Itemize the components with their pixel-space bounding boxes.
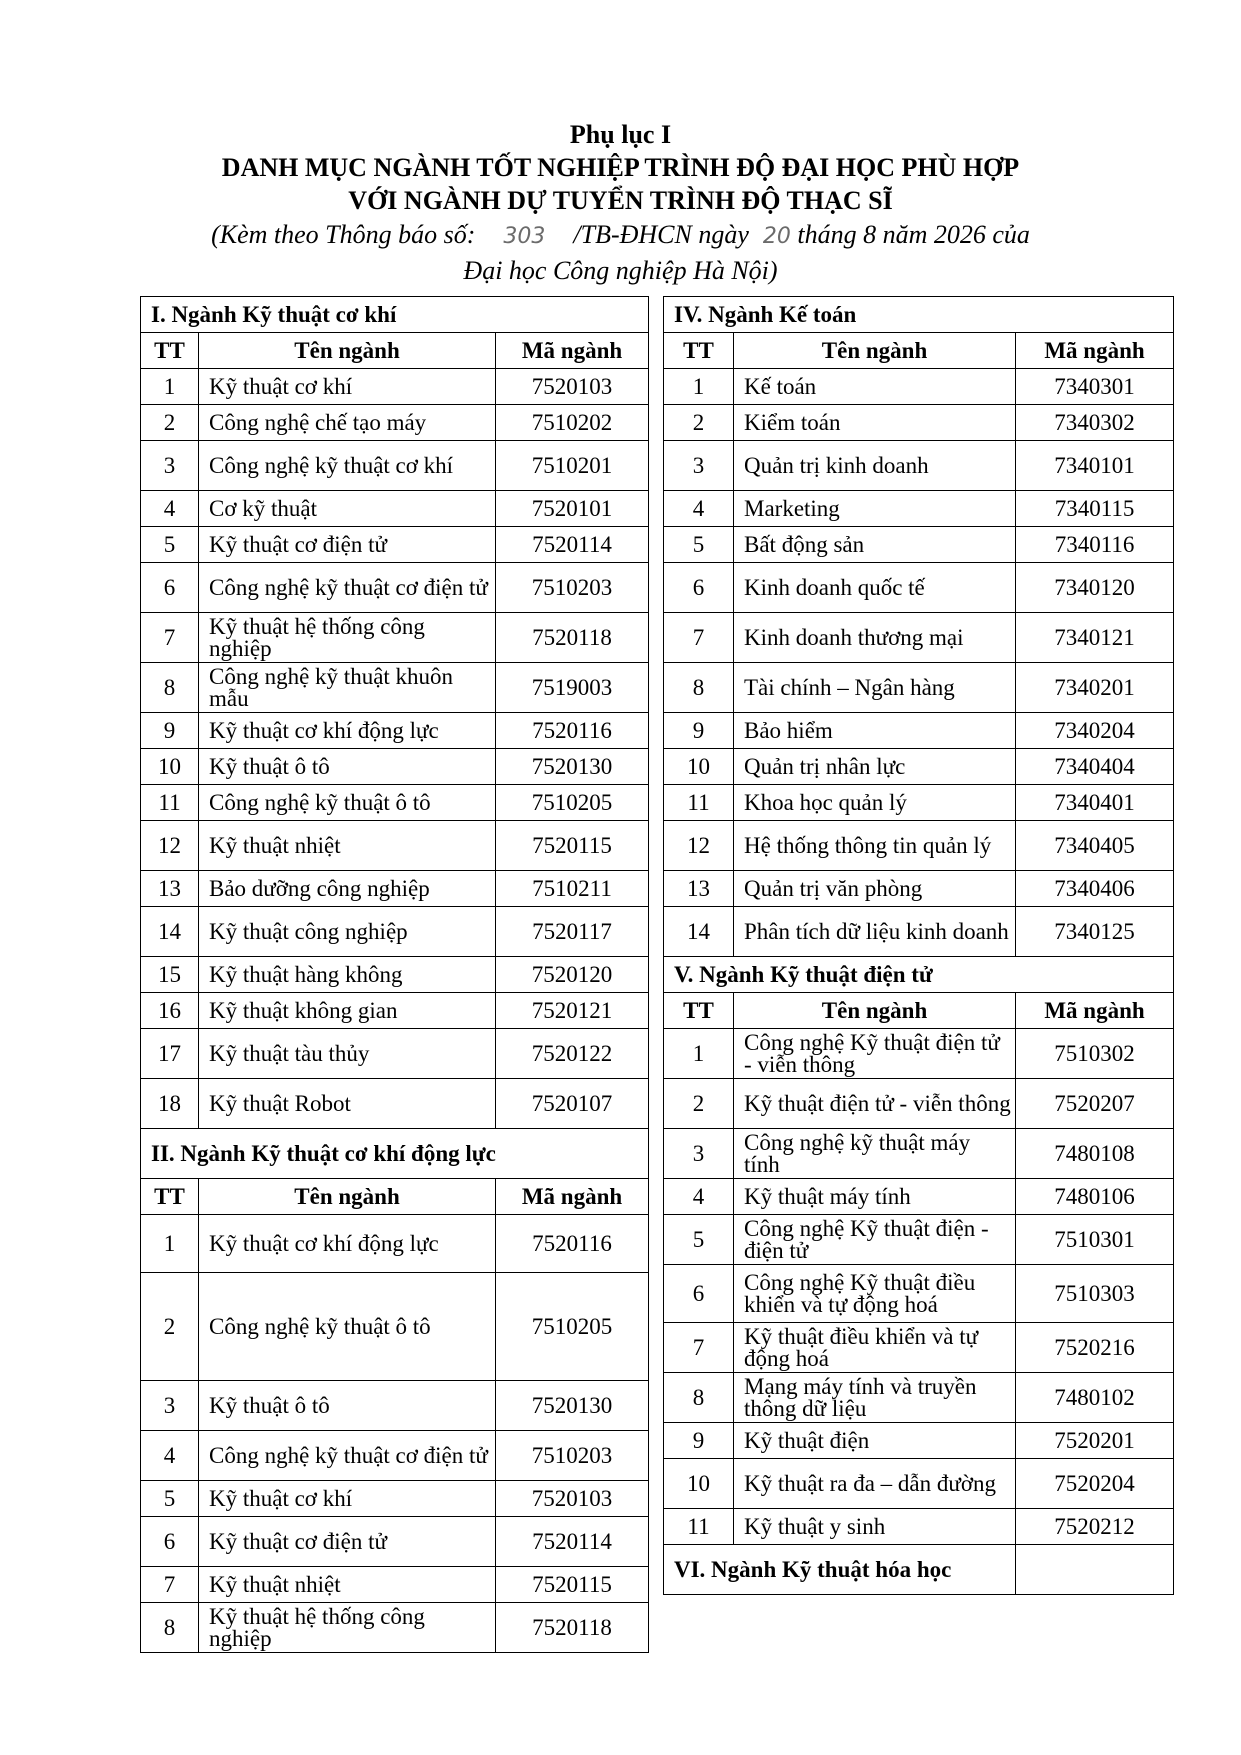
table-row (141, 993, 649, 1029)
major-name: Kỹ thuật điều khiển và tự động hoá (734, 1323, 1016, 1373)
major-name: Bảo hiểm (734, 713, 1016, 749)
row-number: 1 (141, 369, 199, 405)
column-header-tt: TT (664, 333, 734, 369)
major-name: Kỹ thuật cơ khí động lực (199, 1215, 496, 1273)
major-name: Kinh doanh quốc tế (734, 563, 1016, 613)
major-name: Kỹ thuật nhiệt (199, 821, 496, 871)
major-code: 7520207 (1016, 1079, 1174, 1129)
row-number: 12 (664, 821, 734, 871)
row-number: 8 (664, 1373, 734, 1423)
major-name: Bảo dưỡng công nghiệp (199, 871, 496, 907)
row-number: 1 (141, 1215, 199, 1273)
table-row (664, 1215, 1174, 1265)
major-name: Kỹ thuật cơ điện tử (199, 1517, 496, 1567)
section-title-row (664, 1545, 1174, 1595)
table-row (664, 1179, 1174, 1215)
table-row (141, 1603, 649, 1653)
document-header (0, 118, 1241, 287)
row-number: 5 (664, 1215, 734, 1265)
table-row (664, 1323, 1174, 1373)
table-row (664, 821, 1174, 871)
row-number: 13 (664, 871, 734, 907)
major-code: 7480106 (1016, 1179, 1174, 1215)
major-name: Kỹ thuật máy tính (734, 1179, 1016, 1215)
major-code: 7340405 (1016, 821, 1174, 871)
major-name: Kiểm toán (734, 405, 1016, 441)
major-name: Kỹ thuật y sinh (734, 1509, 1016, 1545)
table-row (141, 907, 649, 957)
major-code: 7340201 (1016, 663, 1174, 713)
major-code: 7510202 (496, 405, 649, 441)
major-code: 7340204 (1016, 713, 1174, 749)
section-title-row (664, 957, 1174, 993)
row-number: 1 (664, 1029, 734, 1079)
major-name: Kỹ thuật hệ thống công nghiệp (199, 613, 496, 663)
major-name: Kỹ thuật điện tử - viễn thông (734, 1079, 1016, 1129)
row-number: 10 (664, 749, 734, 785)
major-code: 7520130 (496, 749, 649, 785)
row-number: 3 (141, 441, 199, 491)
row-number: 11 (664, 1509, 734, 1545)
table-row (664, 871, 1174, 907)
major-code: 7520115 (496, 1567, 649, 1603)
section-title-row (664, 297, 1174, 333)
table-row (664, 491, 1174, 527)
table-row (664, 785, 1174, 821)
major-code: 7520120 (496, 957, 649, 993)
major-code: 7520122 (496, 1029, 649, 1079)
left-majors-table (140, 296, 649, 1653)
row-number: 4 (141, 491, 199, 527)
section-title: I. Ngành Kỹ thuật cơ khí (141, 297, 649, 333)
row-number: 6 (664, 1265, 734, 1323)
major-code: 7510205 (496, 785, 649, 821)
table-row (141, 713, 649, 749)
major-name: Kỹ thuật hệ thống công nghiệp (199, 1603, 496, 1653)
table-row (141, 1029, 649, 1079)
table-row (141, 1079, 649, 1129)
table-row (141, 1273, 649, 1381)
row-number: 17 (141, 1029, 199, 1079)
major-code: 7340120 (1016, 563, 1174, 613)
table-row (141, 957, 649, 993)
major-code: 7520117 (496, 907, 649, 957)
major-name: Công nghệ Kỹ thuật điện tử - viễn thông (734, 1029, 1016, 1079)
row-number: 5 (141, 527, 199, 563)
major-name: Kỹ thuật cơ khí (199, 369, 496, 405)
major-code: 7510205 (496, 1273, 649, 1381)
major-name: Tài chính – Ngân hàng (734, 663, 1016, 713)
notice-issuer: Đại học Công nghiệp Hà Nội) (463, 256, 778, 285)
table-row (664, 405, 1174, 441)
table-row (141, 491, 649, 527)
table-row (664, 1265, 1174, 1323)
column-header-tt: TT (141, 333, 199, 369)
major-code: 7480102 (1016, 1373, 1174, 1423)
table-row (664, 1423, 1174, 1459)
column-header-row (141, 1179, 649, 1215)
row-number: 7 (664, 613, 734, 663)
major-code: 7520114 (496, 527, 649, 563)
major-code: 7520116 (496, 1215, 649, 1273)
row-number: 2 (141, 405, 199, 441)
table-row (664, 1373, 1174, 1423)
major-name: Kỹ thuật cơ khí động lực (199, 713, 496, 749)
column-header-name: Tên ngành (734, 333, 1016, 369)
major-name: Mạng máy tính và truyền thông dữ liệu (734, 1373, 1016, 1423)
major-name: Kỹ thuật nhiệt (199, 1567, 496, 1603)
row-number: 12 (141, 821, 199, 871)
column-header-row (664, 333, 1174, 369)
section-title: VI. Ngành Kỹ thuật hóa học (664, 1545, 1016, 1595)
table-row (664, 1079, 1174, 1129)
major-code: 7510301 (1016, 1215, 1174, 1265)
notice-ref-part-1: (Kèm theo Thông báo số: (211, 220, 476, 249)
table-row (141, 1481, 649, 1517)
major-name: Kỹ thuật ô tô (199, 749, 496, 785)
major-code: 7340115 (1016, 491, 1174, 527)
major-code: 7510303 (1016, 1265, 1174, 1323)
table-row (141, 1431, 649, 1481)
major-name: Kỹ thuật cơ khí (199, 1481, 496, 1517)
table-row (664, 441, 1174, 491)
major-name: Công nghệ kỹ thuật khuôn mẫu (199, 663, 496, 713)
major-code: 7520101 (496, 491, 649, 527)
column-header-name: Tên ngành (734, 993, 1016, 1029)
major-name: Cơ kỹ thuật (199, 491, 496, 527)
notice-ref-part-3: tháng 8 năm 2026 của (797, 220, 1030, 249)
table-row (141, 821, 649, 871)
major-code: 7520204 (1016, 1459, 1174, 1509)
section-title: V. Ngành Kỹ thuật điện tử (664, 957, 1174, 993)
row-number: 11 (664, 785, 734, 821)
row-number: 8 (664, 663, 734, 713)
table-row (141, 663, 649, 713)
row-number: 3 (664, 441, 734, 491)
table-row (664, 369, 1174, 405)
row-number: 10 (141, 749, 199, 785)
document-heading-line-1: DANH MỤC NGÀNH TỐT NGHIỆP TRÌNH ĐỘ ĐẠI HỌC PHÙ HỢP (221, 153, 1020, 182)
row-number: 10 (664, 1459, 734, 1509)
table-row (141, 441, 649, 491)
row-number: 4 (664, 491, 734, 527)
table-row (664, 527, 1174, 563)
section-title: IV. Ngành Kế toán (664, 297, 1174, 333)
table-row (141, 1517, 649, 1567)
row-number: 14 (141, 907, 199, 957)
major-name: Công nghệ chế tạo máy (199, 405, 496, 441)
major-code: 7340101 (1016, 441, 1174, 491)
row-number: 14 (664, 907, 734, 957)
column-header-code: Mã ngành (1016, 993, 1174, 1029)
row-number: 3 (664, 1129, 734, 1179)
table-row (141, 369, 649, 405)
row-number: 6 (664, 563, 734, 613)
row-number: 9 (141, 713, 199, 749)
major-name: Kỹ thuật ô tô (199, 1381, 496, 1431)
column-header-code: Mã ngành (1016, 333, 1174, 369)
table-row (664, 749, 1174, 785)
row-number: 5 (664, 527, 734, 563)
row-number: 4 (664, 1179, 734, 1215)
notice-ref-part-2: /TB-ĐHCN ngày (573, 220, 749, 249)
major-code: 7510203 (496, 563, 649, 613)
table-row (141, 1381, 649, 1431)
table-row (141, 871, 649, 907)
table-row (664, 563, 1174, 613)
major-name: Bất động sản (734, 527, 1016, 563)
row-number: 6 (141, 1517, 199, 1567)
major-code: 7480108 (1016, 1129, 1174, 1179)
table-row (664, 613, 1174, 663)
table-row (141, 785, 649, 821)
major-code: 7520130 (496, 1381, 649, 1431)
right-majors-table (663, 296, 1174, 1595)
major-code: 7340406 (1016, 871, 1174, 907)
major-code: 7520121 (496, 993, 649, 1029)
major-name: Kỹ thuật điện (734, 1423, 1016, 1459)
table-row (664, 1129, 1174, 1179)
column-header-row (664, 993, 1174, 1029)
table-row (664, 713, 1174, 749)
major-name: Kỹ thuật cơ điện tử (199, 527, 496, 563)
table-row (664, 907, 1174, 957)
table-row (664, 1459, 1174, 1509)
major-code: 7340125 (1016, 907, 1174, 957)
major-code: 7510203 (496, 1431, 649, 1481)
major-name: Công nghệ kỹ thuật ô tô (199, 1273, 496, 1381)
major-name: Kỹ thuật Robot (199, 1079, 496, 1129)
row-number: 11 (141, 785, 199, 821)
major-name: Công nghệ kỹ thuật cơ khí (199, 441, 496, 491)
table-row (664, 663, 1174, 713)
row-number: 13 (141, 871, 199, 907)
major-code: 7520115 (496, 821, 649, 871)
section-title-row (141, 297, 649, 333)
major-code: 7340302 (1016, 405, 1174, 441)
table-row (141, 405, 649, 441)
major-code: 7519003 (496, 663, 649, 713)
major-name: Kỹ thuật công nghiệp (199, 907, 496, 957)
major-name: Marketing (734, 491, 1016, 527)
table-row (141, 527, 649, 563)
section-title-row (141, 1129, 649, 1179)
major-name: Kỹ thuật không gian (199, 993, 496, 1029)
notice-day: 20 (762, 224, 791, 249)
row-number: 16 (141, 993, 199, 1029)
major-code: 7520216 (1016, 1323, 1174, 1373)
table-row (141, 613, 649, 663)
column-header-code: Mã ngành (496, 333, 649, 369)
row-number: 7 (664, 1323, 734, 1373)
major-name: Công nghệ Kỹ thuật điều khiển và tự động hoá (734, 1265, 1016, 1323)
major-name: Công nghệ kỹ thuật máy tính (734, 1129, 1016, 1179)
major-name: Công nghệ Kỹ thuật điện - điện tử (734, 1215, 1016, 1265)
table-row (664, 1509, 1174, 1545)
row-number: 8 (141, 1603, 199, 1653)
major-name: Kỹ thuật tàu thủy (199, 1029, 496, 1079)
major-code: 7520118 (496, 613, 649, 663)
major-name: Quản trị nhân lực (734, 749, 1016, 785)
row-number: 7 (141, 1567, 199, 1603)
major-code: 7510211 (496, 871, 649, 907)
row-number: 1 (664, 369, 734, 405)
row-number: 7 (141, 613, 199, 663)
major-code: 7520201 (1016, 1423, 1174, 1459)
row-number: 9 (664, 1423, 734, 1459)
major-name: Công nghệ kỹ thuật cơ điện tử (199, 563, 496, 613)
major-code: 7340404 (1016, 749, 1174, 785)
section-title: II. Ngành Kỹ thuật cơ khí động lực (141, 1129, 649, 1179)
major-name: Kế toán (734, 369, 1016, 405)
document-heading-line-2: VỚI NGÀNH DỰ TUYỂN TRÌNH ĐỘ THẠC SĨ (348, 186, 893, 215)
major-code: 7520103 (496, 1481, 649, 1517)
major-code: 7340401 (1016, 785, 1174, 821)
major-code: 7340121 (1016, 613, 1174, 663)
row-number: 8 (141, 663, 199, 713)
column-header-row (141, 333, 649, 369)
notice-reference (0, 218, 1241, 253)
row-number: 5 (141, 1481, 199, 1517)
table-row (141, 1567, 649, 1603)
row-number: 2 (664, 1079, 734, 1129)
notice-number: 303 (503, 224, 546, 249)
appendix-title: Phụ lục I (569, 120, 672, 149)
major-name: Hệ thống thông tin quản lý (734, 821, 1016, 871)
major-code: 7520118 (496, 1603, 649, 1653)
row-number: 18 (141, 1079, 199, 1129)
major-name: Kỹ thuật hàng không (199, 957, 496, 993)
table-row (664, 1029, 1174, 1079)
major-code: 7520114 (496, 1517, 649, 1567)
major-code: 7340301 (1016, 369, 1174, 405)
column-header-tt: TT (141, 1179, 199, 1215)
major-code: 7340116 (1016, 527, 1174, 563)
major-name: Phân tích dữ liệu kinh doanh (734, 907, 1016, 957)
major-name: Kỹ thuật ra đa – dẫn đường (734, 1459, 1016, 1509)
table-row (141, 749, 649, 785)
row-number: 6 (141, 563, 199, 613)
empty-cell (1016, 1545, 1174, 1595)
major-name: Quản trị kinh doanh (734, 441, 1016, 491)
major-name: Công nghệ kỹ thuật ô tô (199, 785, 496, 821)
row-number: 4 (141, 1431, 199, 1481)
major-code: 7520103 (496, 369, 649, 405)
major-name: Kinh doanh thương mại (734, 613, 1016, 663)
column-header-tt: TT (664, 993, 734, 1029)
major-name: Khoa học quản lý (734, 785, 1016, 821)
major-code: 7520116 (496, 713, 649, 749)
column-header-name: Tên ngành (199, 1179, 496, 1215)
major-name: Quản trị văn phòng (734, 871, 1016, 907)
row-number: 3 (141, 1381, 199, 1431)
table-row (141, 1215, 649, 1273)
major-name: Công nghệ kỹ thuật cơ điện tử (199, 1431, 496, 1481)
row-number: 15 (141, 957, 199, 993)
major-code: 7520107 (496, 1079, 649, 1129)
table-row (141, 563, 649, 613)
row-number: 2 (664, 405, 734, 441)
row-number: 2 (141, 1273, 199, 1381)
row-number: 9 (664, 713, 734, 749)
major-code: 7520212 (1016, 1509, 1174, 1545)
major-code: 7510201 (496, 441, 649, 491)
column-header-code: Mã ngành (496, 1179, 649, 1215)
major-code: 7510302 (1016, 1029, 1174, 1079)
column-header-name: Tên ngành (199, 333, 496, 369)
